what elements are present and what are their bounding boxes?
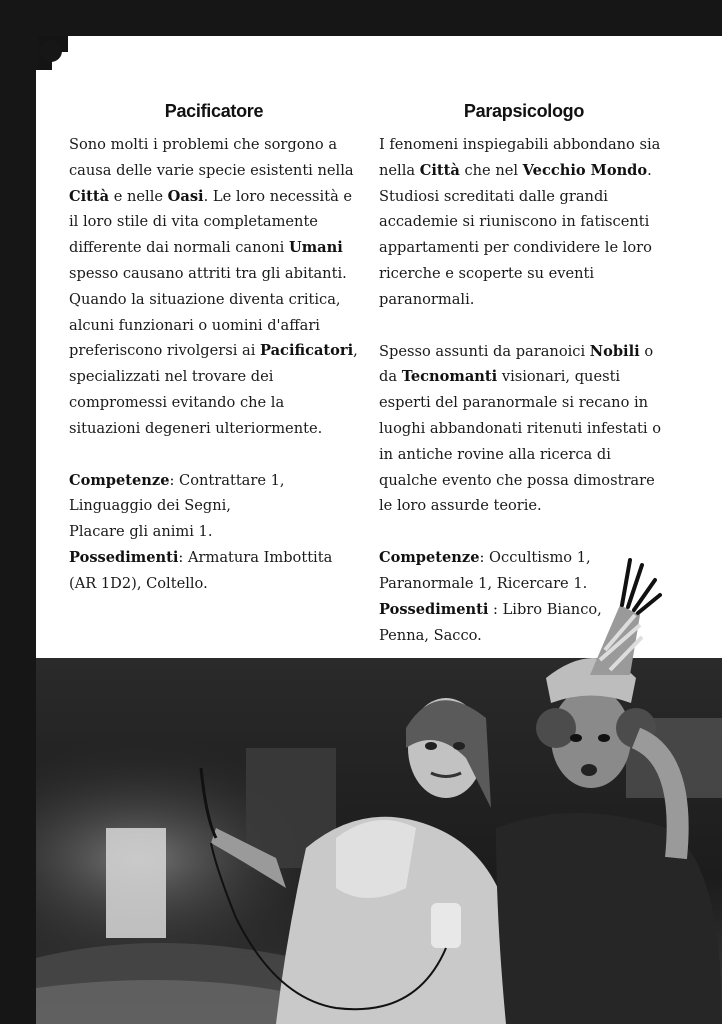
bold-term: Città	[419, 161, 460, 179]
bright-window	[106, 828, 166, 938]
pacificatore-title: Pacificatore	[164, 101, 264, 121]
bold-term: Tecnomanti	[401, 368, 498, 386]
pacificatore-skills: Competenze: Contrattare 1, Linguaggio dei Segni, Placare gli animi 1. Possedimenti: Armatura Imbottita (AR 1D2), Coltello.	[69, 471, 333, 592]
bold-term: Nobili	[589, 342, 640, 360]
skills-label: Competenze	[69, 471, 170, 489]
pacificatore-section	[69, 98, 359, 597]
possessions-label: Possedimenti	[379, 600, 489, 618]
pacificatore-description: Sono molti i problemi che sorgono a causa delle varie specie esistenti nella Città e nelle Oasi. Le loro necessità e il loro stile di vita completamente differente dai normali canoni Umani spesso causano attriti tra gli abitanti. Quando la situazione diventa critica, alcuni funzionari o uomini d'affari preferiscono rivolgersi ai Pacificatori, specializzati nel trovare dei compromessi evitando che la situazioni degeneri ulteriormente.	[69, 136, 358, 437]
helmet-antenna	[560, 555, 670, 675]
parapsicologo-title: Parapsicologo	[463, 101, 585, 121]
bold-term: Oasi	[167, 187, 204, 205]
possessions-label: Possedimenti	[69, 548, 179, 566]
skills-label: Competenze	[379, 549, 480, 567]
page-frame-left	[0, 0, 38, 1024]
page-frame-top	[0, 0, 722, 36]
bold-term: Umani	[288, 239, 343, 257]
bold-term: Vecchio Mondo	[522, 161, 648, 179]
parapsicologo-paragraph-2: Spesso assunti da paranoici Nobili o da Tecnomanti visionari, questi esperti del paranormale si recano in luoghi abbandonati ritenuti infestati o in antiche rovine alla ricerca di qualche evento che possa dimostrare le loro assurde teorie.	[379, 342, 662, 515]
bold-term: Città	[69, 187, 110, 205]
handheld-device	[431, 903, 461, 948]
bold-term: Pacificatori	[260, 342, 354, 360]
parapsicologo-skills: Competenze: Occultismo 1, Paranormale 1, Ricercare 1. Possedimenti : Libro Bianco, Penna, Sacco.	[379, 549, 602, 644]
illustration-parapsychologists	[36, 658, 722, 1024]
corner-ornament	[40, 40, 62, 62]
illustration-artwork	[36, 658, 722, 1024]
parapsicologo-paragraph-1: I fenomeni inspiegabili abbondano sia nella Città che nel Vecchio Mondo. Studiosi screditati dalle grandi accademie si riuniscono in fatiscenti appartamenti per condividere le loro ricerche e scoperte su eventi paranormali.	[379, 136, 661, 308]
